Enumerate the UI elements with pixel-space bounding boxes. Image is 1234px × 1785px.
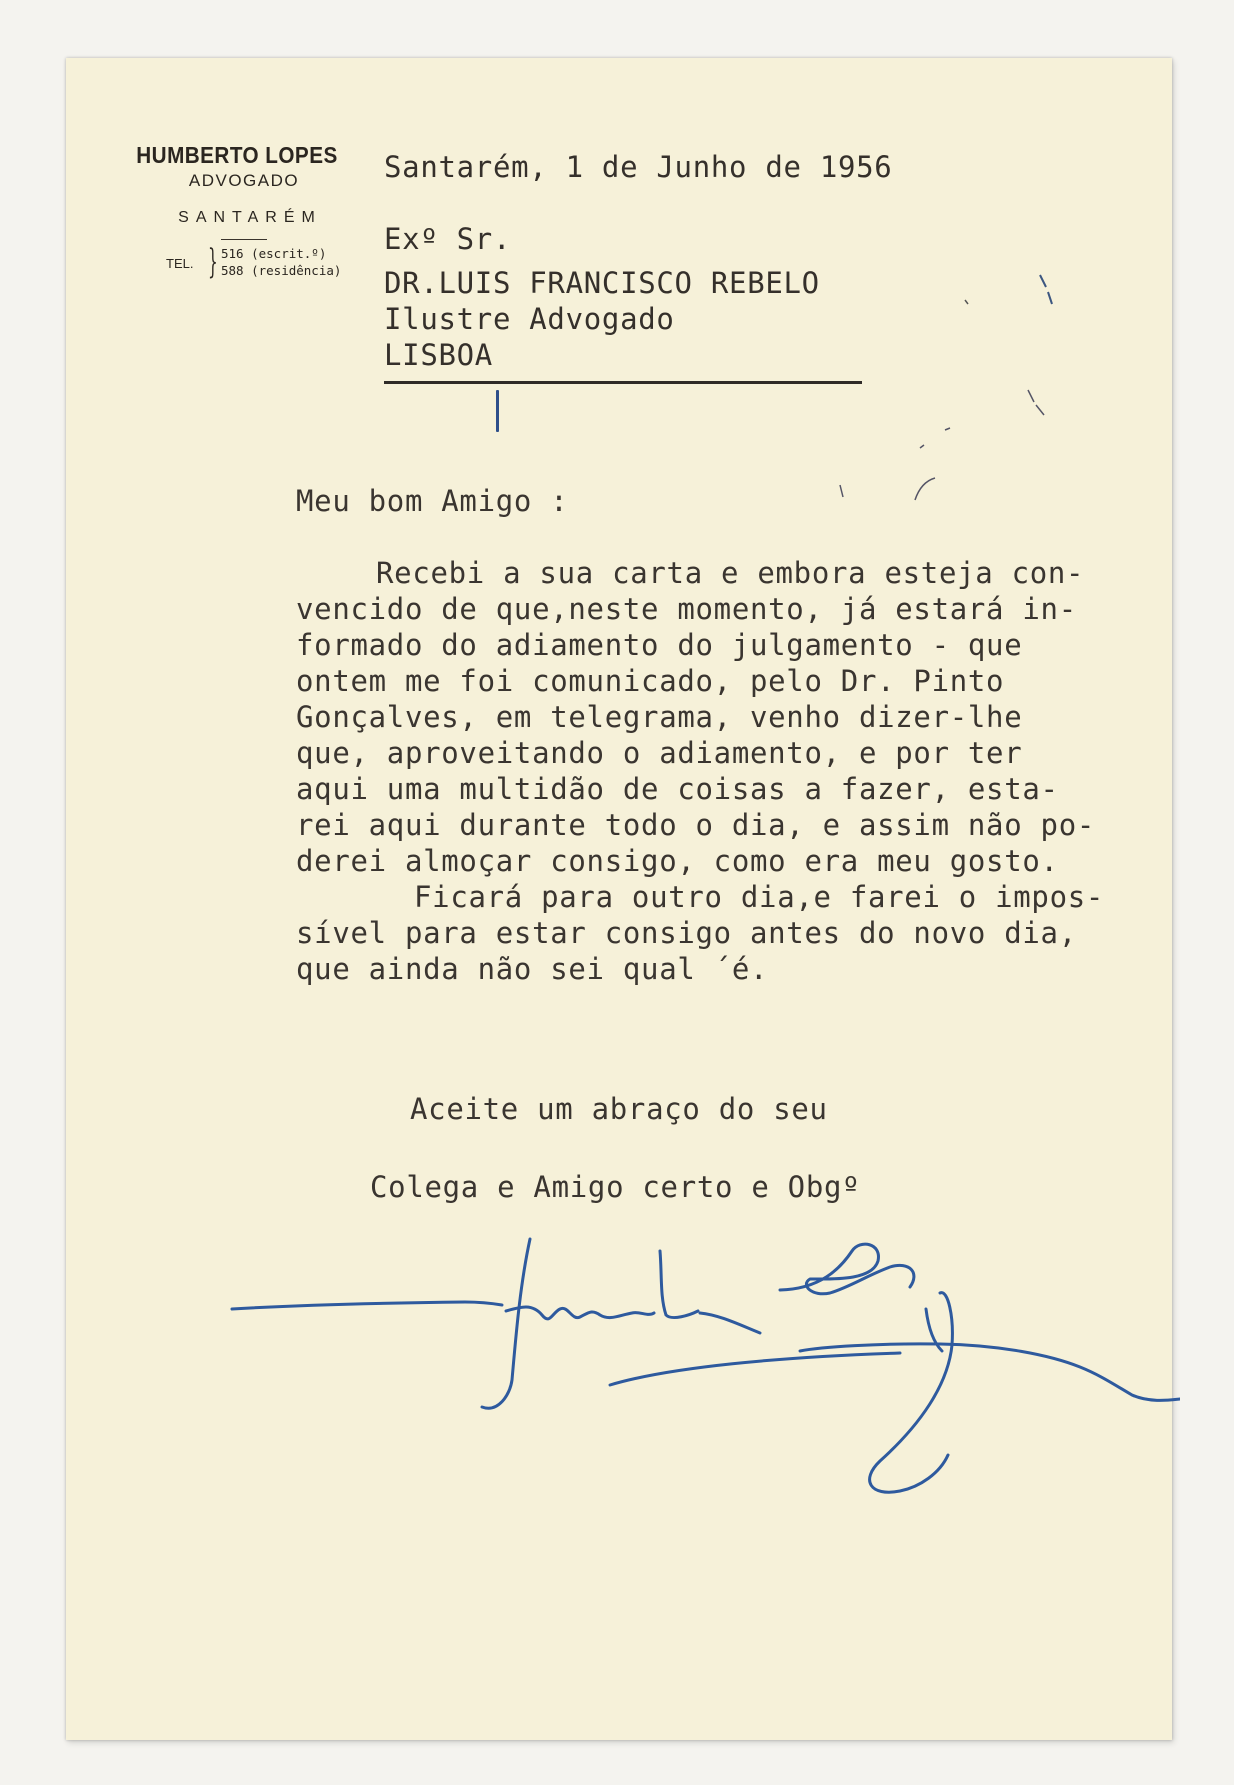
closing-line-2: Colega e Amigo certo e Obgº	[370, 1170, 861, 1204]
body-line: que ainda não sei qual ´é.	[296, 952, 769, 986]
tel-label: TEL.	[166, 256, 194, 271]
body-line: Gonçalves, em telegrama, venho dizer-lhe	[296, 700, 1023, 734]
letterhead	[128, 142, 360, 282]
handwritten-signature	[220, 1225, 1180, 1525]
body-line: sível para estar consigo antes do novo dia,	[296, 916, 1077, 950]
addressee-title: Ilustre Advogado	[384, 302, 675, 336]
body-line: formado do adiamento do julgamento - que	[296, 628, 1023, 662]
date-line: Santarém, 1 de Junho de 1956	[384, 150, 893, 184]
address-underline	[384, 381, 862, 384]
tel-brace: }	[207, 242, 218, 282]
letterhead-profession: ADVOGADO	[188, 171, 300, 190]
body-line: aqui uma multidão de coisas a fazer, esta-	[296, 772, 1059, 806]
addressee-salutation: Exº Sr.	[384, 222, 512, 256]
body-line: derei almoçar consigo, como era meu gosto.	[296, 844, 1059, 878]
body-line: ontem me foi comunicado, pelo Dr. Pinto	[296, 664, 1005, 698]
paper-specks	[820, 270, 1080, 530]
body-line: Recebi a sua carta e embora esteja con-	[376, 556, 1085, 590]
letterhead-city: SANTARÉM	[178, 209, 322, 226]
body-line: rei aqui durante todo o dia, e assim não po-	[296, 808, 1096, 842]
body-line: vencido de que,neste momento, já estará in-	[296, 592, 1077, 626]
ink-mark	[496, 390, 499, 432]
phone-office: 516 (escrit.º)	[221, 246, 327, 261]
body-line: Ficará para outro dia,e farei o impos-	[414, 880, 1105, 914]
addressee-name: DR.LUIS FRANCISCO REBELO	[384, 266, 820, 300]
addressee-city: LISBOA	[384, 338, 493, 372]
body-line: que, aproveitando o adiamento, e por ter	[296, 736, 1023, 770]
letterhead-name: HUMBERTO LOPES	[136, 142, 338, 168]
phone-home: 588 (residência)	[221, 263, 342, 278]
closing-line-1: Aceite um abraço do seu	[410, 1092, 828, 1126]
greeting: Meu bom Amigo :	[296, 484, 569, 518]
letterhead-divider	[221, 239, 267, 240]
